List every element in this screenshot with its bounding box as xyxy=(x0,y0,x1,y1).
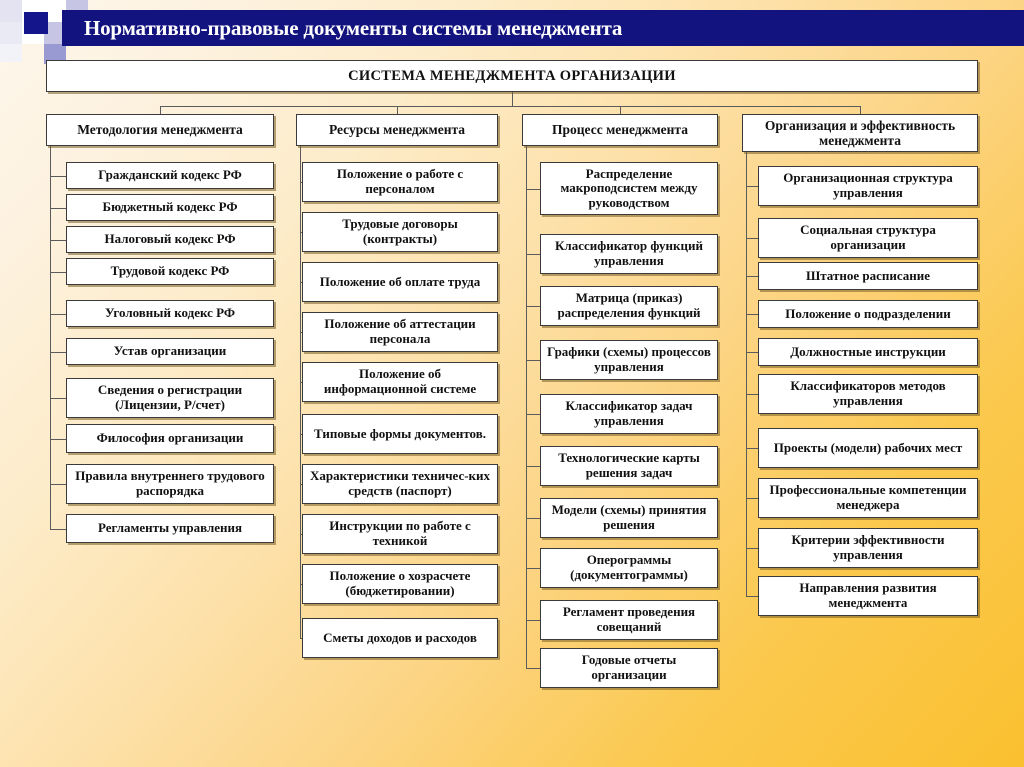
leaf-node-label: Регламенты управления xyxy=(97,520,243,536)
connector-column-drop-resursy xyxy=(397,106,398,114)
leaf-node-label: Философия организации xyxy=(96,430,244,446)
connector-stub-process-1 xyxy=(526,254,540,255)
leaf-node-label: Положение об информационной системе xyxy=(323,366,477,396)
connector-stub-process-7 xyxy=(526,568,540,569)
column-header-label: Процесс менеджмента xyxy=(552,122,688,138)
connector-stub-organizaciya-9 xyxy=(746,596,758,597)
leaf-node-label: Социальная структура организации xyxy=(800,222,936,252)
leaf-node-label: Положение о работе с персоналом xyxy=(336,166,464,196)
connector-stub-organizaciya-8 xyxy=(746,548,758,549)
leaf-node-organizaciya-4[interactable] xyxy=(758,338,978,366)
leaf-node-label: Типовые формы документов. xyxy=(314,425,486,441)
leaf-node-process-4[interactable] xyxy=(540,394,718,434)
leaf-node-resursy-7[interactable] xyxy=(302,514,498,554)
leaf-node-process-0[interactable] xyxy=(540,162,718,215)
connector-stub-organizaciya-7 xyxy=(746,498,758,499)
leaf-node-label: Критерии эффективности управления xyxy=(791,532,945,562)
leaf-node-label: Матрица (приказ) распределения функций xyxy=(557,290,701,320)
decor-square-10 xyxy=(24,12,48,34)
connector-stub-organizaciya-3 xyxy=(746,314,758,315)
leaf-node-label: Положение о хозрасчете (бюджетировании) xyxy=(329,568,471,598)
leaf-node-resursy-4[interactable] xyxy=(302,362,498,402)
connector-stub-metodologiya-7 xyxy=(50,439,66,440)
decor-square-0 xyxy=(0,0,22,22)
leaf-node-organizaciya-1[interactable] xyxy=(758,218,978,258)
leaf-node-organizaciya-7[interactable] xyxy=(758,478,978,518)
leaf-node-label: Технологические карты решения задач xyxy=(558,450,700,480)
connector-column-drop-metodologiya xyxy=(160,106,161,114)
leaf-node-label: Должностные инструкции xyxy=(790,343,946,359)
leaf-node-metodologiya-8[interactable] xyxy=(66,464,274,504)
connector-stub-metodologiya-2 xyxy=(50,240,66,241)
decor-square-2 xyxy=(0,44,22,62)
column-header-label: Методология менеджмента xyxy=(77,122,243,138)
leaf-node-process-2[interactable] xyxy=(540,286,718,326)
connector-spine-metodologiya xyxy=(50,146,51,529)
connector-stub-metodologiya-5 xyxy=(50,352,66,353)
leaf-node-process-6[interactable] xyxy=(540,498,718,538)
leaf-node-label: Трудовые договоры (контракты) xyxy=(342,216,458,246)
leaf-node-label: Бюджетный кодекс РФ xyxy=(102,199,238,215)
connector-stub-process-9 xyxy=(526,668,540,669)
connector-stub-process-2 xyxy=(526,306,540,307)
root-node-label: СИСТЕМА МЕНЕДЖМЕНТА ОРГАНИЗАЦИИ xyxy=(348,67,676,84)
column-header-label: Ресурсы менеджмента xyxy=(328,122,466,138)
connector-spine-process xyxy=(526,146,527,668)
connector-stub-organizaciya-2 xyxy=(746,276,758,277)
connector-stub-organizaciya-0 xyxy=(746,186,758,187)
leaf-node-label: Устав организации xyxy=(113,343,227,359)
leaf-node-label: Профессиональные компетенции менеджера xyxy=(769,482,967,512)
column-header-organizaciya[interactable] xyxy=(742,114,978,152)
leaf-node-resursy-3[interactable] xyxy=(302,312,498,352)
connector-stub-process-6 xyxy=(526,518,540,519)
leaf-node-label: Штатное расписание xyxy=(805,267,931,283)
leaf-node-label: Сведения о регистрации (Лицензии, Р/счет) xyxy=(97,382,243,412)
leaf-node-organizaciya-9[interactable] xyxy=(758,576,978,616)
leaf-node-label: Модели (схемы) принятия решения xyxy=(551,502,707,532)
leaf-node-resursy-0[interactable] xyxy=(302,162,498,202)
connector-stub-organizaciya-1 xyxy=(746,238,758,239)
connector-stub-organizaciya-5 xyxy=(746,394,758,395)
connector-stub-organizaciya-4 xyxy=(746,352,758,353)
leaf-node-resursy-2[interactable] xyxy=(302,262,498,302)
connector-stub-metodologiya-0 xyxy=(50,176,66,177)
slide-title-bar xyxy=(62,10,1024,46)
connector-stub-metodologiya-9 xyxy=(50,529,66,530)
connector-stub-process-8 xyxy=(526,620,540,621)
leaf-node-resursy-6[interactable] xyxy=(302,464,498,504)
leaf-node-label: Правила внутреннего трудового распорядка xyxy=(75,468,265,498)
connector-stub-process-0 xyxy=(526,189,540,190)
leaf-node-label: Положение об аттестации персонала xyxy=(324,316,476,346)
leaf-node-process-9[interactable] xyxy=(540,648,718,688)
connector-stub-organizaciya-6 xyxy=(746,448,758,449)
leaf-node-resursy-1[interactable] xyxy=(302,212,498,252)
leaf-node-label: Классификатор задач управления xyxy=(565,398,693,428)
leaf-node-metodologiya-7[interactable] xyxy=(66,424,274,453)
connector-spine-resursy xyxy=(300,146,301,638)
leaf-node-organizaciya-8[interactable] xyxy=(758,528,978,568)
leaf-node-label: Годовые отчеты организации xyxy=(581,652,677,682)
connector-stub-metodologiya-4 xyxy=(50,314,66,315)
connector-stub-process-4 xyxy=(526,414,540,415)
leaf-node-metodologiya-6[interactable] xyxy=(66,378,274,418)
leaf-node-label: Уголовный кодекс РФ xyxy=(104,305,236,321)
leaf-node-organizaciya-6[interactable] xyxy=(758,428,978,468)
leaf-node-process-8[interactable] xyxy=(540,600,718,640)
decor-square-1 xyxy=(0,22,22,44)
leaf-node-label: Инструкции по работе с техникой xyxy=(329,518,471,548)
leaf-node-metodologiya-9[interactable] xyxy=(66,514,274,543)
leaf-node-label: Положение о подразделении xyxy=(785,305,951,321)
page-title: Нормативно-правовые документы системы менеджмента xyxy=(84,15,623,40)
leaf-node-process-3[interactable] xyxy=(540,340,718,380)
leaf-node-label: Гражданский кодекс РФ xyxy=(98,167,242,183)
leaf-node-process-1[interactable] xyxy=(540,234,718,274)
connector-column-drop-process xyxy=(620,106,621,114)
column-header-process[interactable] xyxy=(522,114,718,146)
connector-stub-process-5 xyxy=(526,466,540,467)
connector-stub-metodologiya-1 xyxy=(50,208,66,209)
connector-root-drop xyxy=(512,92,513,106)
connector-stub-metodologiya-3 xyxy=(50,272,66,273)
leaf-node-resursy-8[interactable] xyxy=(302,564,498,604)
leaf-node-resursy-5[interactable] xyxy=(302,414,498,454)
leaf-node-label: Проекты (модели) рабочих мест xyxy=(773,439,963,455)
leaf-node-metodologiya-2[interactable] xyxy=(66,226,274,253)
leaf-node-label: Оперограммы (документограммы) xyxy=(570,552,688,582)
leaf-node-metodologiya-3[interactable] xyxy=(66,258,274,285)
leaf-node-organizaciya-2[interactable] xyxy=(758,262,978,290)
connector-stub-metodologiya-8 xyxy=(50,484,66,485)
leaf-node-process-5[interactable] xyxy=(540,446,718,486)
column-header-label: Организация и эффективность менеджмента xyxy=(764,117,956,148)
leaf-node-label: Распределение макроподсистем между руководством xyxy=(560,165,698,210)
leaf-node-metodologiya-0[interactable] xyxy=(66,162,274,189)
leaf-node-label: Классификаторов методов управления xyxy=(790,378,946,408)
leaf-node-metodologiya-4[interactable] xyxy=(66,300,274,327)
column-header-resursy[interactable] xyxy=(296,114,498,146)
leaf-node-label: Классификатор функций управления xyxy=(554,238,703,268)
leaf-node-label: Трудовой кодекс РФ xyxy=(110,263,230,279)
root-node-management-system[interactable] xyxy=(46,60,978,92)
leaf-node-label: Характеристики техничес-ких средств (паспорт) xyxy=(309,468,491,498)
leaf-node-label: Регламент проведения совещаний xyxy=(562,604,696,634)
connector-column-drop-organizaciya xyxy=(860,106,861,114)
leaf-node-label: Налоговый кодекс РФ xyxy=(104,231,236,247)
connector-stub-process-3 xyxy=(526,360,540,361)
leaf-node-label: Графики (схемы) процессов управления xyxy=(547,344,711,374)
leaf-node-metodologiya-5[interactable] xyxy=(66,338,274,365)
connector-spine-organizaciya xyxy=(746,152,747,596)
leaf-node-metodologiya-1[interactable] xyxy=(66,194,274,221)
leaf-node-label: Организационная структура управления xyxy=(783,170,953,200)
leaf-node-label: Сметы доходов и расходов xyxy=(323,629,477,645)
leaf-node-organizaciya-5[interactable] xyxy=(758,374,978,414)
leaf-node-organizaciya-3[interactable] xyxy=(758,300,978,328)
connector-stub-metodologiya-6 xyxy=(50,398,66,399)
leaf-node-organizaciya-0[interactable] xyxy=(758,166,978,206)
leaf-node-label: Направления развития менеджмента xyxy=(799,580,937,610)
leaf-node-label: Положение об оплате труда xyxy=(319,273,481,289)
leaf-node-resursy-9[interactable] xyxy=(302,618,498,658)
column-header-metodologiya[interactable] xyxy=(46,114,274,146)
connector-horizontal-bus xyxy=(160,106,860,107)
leaf-node-process-7[interactable] xyxy=(540,548,718,588)
